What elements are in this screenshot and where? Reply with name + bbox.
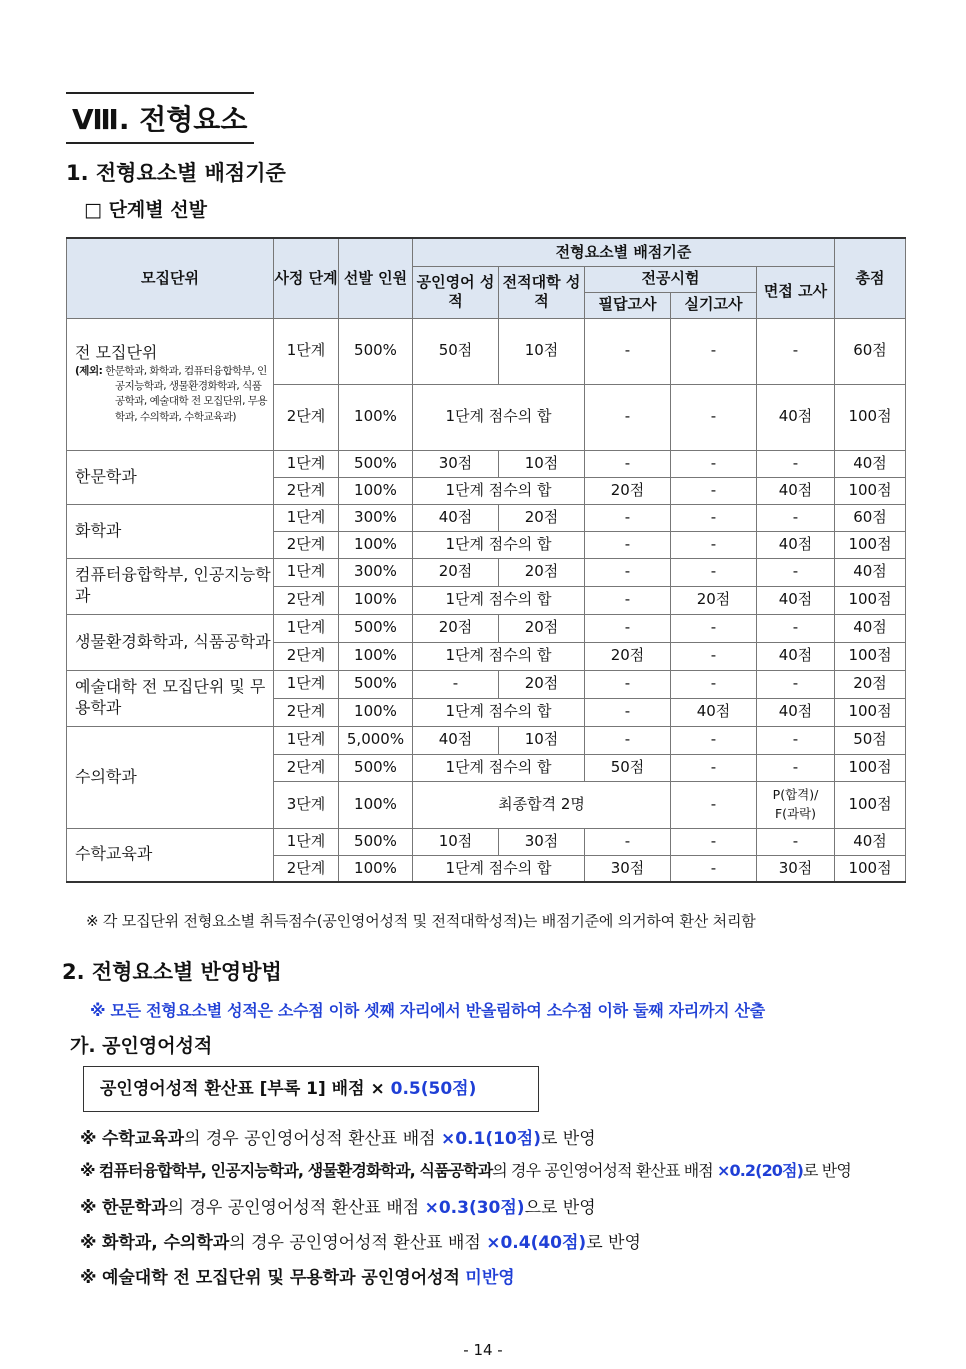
note-line: ※ 한문학과의 경우 공인영어성적 환산표 배점 ×0.3(30점)으로 반영 <box>80 1198 596 1218</box>
interview-cell: 40점 <box>757 531 835 558</box>
conversion-box-text: 공인영어성적 환산표 [부록 1] 배점 × <box>100 1079 385 1099</box>
interview-cell: - <box>757 558 835 586</box>
total-cell: 100점 <box>835 477 906 504</box>
header-unit: 모집단위 <box>67 238 274 318</box>
unit-name: 생물환경화학과, 식품공학과 <box>67 614 274 670</box>
header-quota: 선발 인원 <box>339 238 413 318</box>
total-cell: 20점 <box>835 670 906 698</box>
header-stage: 사정 단계 <box>274 238 339 318</box>
quota-cell: 500% <box>339 450 413 477</box>
stage-cell: 2단계 <box>274 477 339 504</box>
stage-cell: 1단계 <box>274 828 339 855</box>
interview-cell: - <box>757 450 835 477</box>
unit-name: 화학과 <box>67 504 274 558</box>
interview-cell: - <box>757 828 835 855</box>
subsection-ga: 가. 공인영어성적 <box>70 1035 213 1057</box>
merged-cell: 1단계 점수의 합 <box>413 586 585 614</box>
practical-cell: - <box>671 828 757 855</box>
total-cell: 100점 <box>835 754 906 781</box>
merged-cell: 최종합격 2명 <box>413 781 671 828</box>
merged-cell: 1단계 점수의 합 <box>413 754 585 781</box>
transfer-cell: 10점 <box>499 726 585 754</box>
quota-cell: 5,000% <box>339 726 413 754</box>
transfer-cell: 10점 <box>499 450 585 477</box>
transfer-cell: 30점 <box>499 828 585 855</box>
quota-cell: 500% <box>339 828 413 855</box>
merged-cell: 1단계 점수의 합 <box>413 642 585 670</box>
interview-cell: 40점 <box>757 384 835 450</box>
written-cell: - <box>585 450 671 477</box>
header-interview: 면접 고사 <box>757 266 835 318</box>
written-cell: - <box>585 614 671 642</box>
written-cell: - <box>585 698 671 726</box>
table-note: ※ 각 모집단위 전형요소별 취득점수(공인영어성적 및 전적대학성적)는 배점기준에 의거하여 환산 처리함 <box>86 912 756 930</box>
written-cell: - <box>585 384 671 450</box>
quota-cell: 100% <box>339 477 413 504</box>
written-cell: - <box>585 504 671 531</box>
interview-cell: 40점 <box>757 477 835 504</box>
unit-name: 예술대학 전 모집단위 및 무용학과 <box>67 670 274 726</box>
transfer-cell: 20점 <box>499 558 585 586</box>
score-criteria-table <box>66 237 906 883</box>
written-cell: - <box>585 558 671 586</box>
english-cell: 40점 <box>413 726 499 754</box>
total-cell: 100점 <box>835 781 906 828</box>
total-cell: 100점 <box>835 855 906 882</box>
total-cell: 100점 <box>835 384 906 450</box>
practical-cell: - <box>671 450 757 477</box>
written-cell: 20점 <box>585 642 671 670</box>
header-written: 필답고사 <box>585 292 671 318</box>
interview-cell: - <box>757 504 835 531</box>
total-cell: 100점 <box>835 586 906 614</box>
transfer-cell: 10점 <box>499 318 585 384</box>
practical-cell: 20점 <box>671 586 757 614</box>
stage-cell: 2단계 <box>274 754 339 781</box>
practical-cell: - <box>671 855 757 882</box>
stage-cell: 2단계 <box>274 586 339 614</box>
unit-all-name: 전 모집단위 <box>75 343 158 363</box>
written-cell: 20점 <box>585 477 671 504</box>
interview-cell: 40점 <box>757 698 835 726</box>
practical-cell: - <box>671 558 757 586</box>
written-cell: 30점 <box>585 855 671 882</box>
conversion-box <box>83 1066 539 1112</box>
total-cell: 50점 <box>835 726 906 754</box>
header-practical: 실기고사 <box>671 292 757 318</box>
practical-cell: - <box>671 670 757 698</box>
transfer-cell: 20점 <box>499 614 585 642</box>
quota-cell: 100% <box>339 531 413 558</box>
practical-cell: - <box>671 642 757 670</box>
note-line: ※ 화학과, 수의학과의 경우 공인영어성적 환산표 배점 ×0.4(40점)로 반영 <box>80 1233 641 1253</box>
unit-name: 한문학과 <box>67 450 274 504</box>
unit-name: 수의학과 <box>67 726 274 828</box>
written-cell: - <box>585 670 671 698</box>
practical-cell: - <box>671 726 757 754</box>
total-cell: 100점 <box>835 642 906 670</box>
section-1-title: 1. 전형요소별 배점기준 <box>66 161 286 185</box>
interview-cell: - <box>757 754 835 781</box>
quota-cell: 100% <box>339 698 413 726</box>
merged-cell: 1단계 점수의 합 <box>413 855 585 882</box>
stage-cell: 2단계 <box>274 384 339 450</box>
note-line: ※ 수학교육과의 경우 공인영어성적 환산표 배점 ×0.1(10점)로 반영 <box>80 1129 596 1149</box>
english-cell: 40점 <box>413 504 499 531</box>
page-number: - 14 - <box>463 1341 503 1359</box>
practical-cell: 40점 <box>671 698 757 726</box>
total-cell: 100점 <box>835 698 906 726</box>
quota-cell: 300% <box>339 558 413 586</box>
subsection-title: □ 단계별 선발 <box>84 199 207 221</box>
unit-name: 컴퓨터융합학부, 인공지능학과 <box>67 558 274 614</box>
practical-cell: - <box>671 781 757 828</box>
rounding-note: ※ 모든 전형요소별 성적은 소수점 이하 셋째 자리에서 반올림하여 소수점 이하 둘째 자리까지 산출 <box>90 1001 765 1020</box>
merged-cell: 1단계 점수의 합 <box>413 698 585 726</box>
transfer-cell: 20점 <box>499 504 585 531</box>
english-cell: 10점 <box>413 828 499 855</box>
quota-cell: 300% <box>339 504 413 531</box>
total-cell: 40점 <box>835 450 906 477</box>
header-english: 공인영어 성적 <box>413 266 499 318</box>
merged-cell: 1단계 점수의 합 <box>413 531 585 558</box>
header-criteria: 전형요소별 배점기준 <box>413 238 835 266</box>
stage-cell: 1단계 <box>274 614 339 642</box>
header-transfer: 전적대학 성적 <box>499 266 585 318</box>
unit-name: 수학교육과 <box>67 828 274 882</box>
practical-cell: - <box>671 531 757 558</box>
merged-cell: 1단계 점수의 합 <box>413 384 585 450</box>
interview-cell: P(합격)/ F(과락) <box>757 781 835 828</box>
stage-cell: 2단계 <box>274 855 339 882</box>
interview-cell: - <box>757 614 835 642</box>
total-cell: 60점 <box>835 318 906 384</box>
english-cell: 50점 <box>413 318 499 384</box>
section-2-title: 2. 전형요소별 반영방법 <box>62 960 282 984</box>
english-cell: 20점 <box>413 558 499 586</box>
stage-cell: 2단계 <box>274 531 339 558</box>
total-cell: 40점 <box>835 828 906 855</box>
quota-cell: 500% <box>339 754 413 781</box>
practical-cell: - <box>671 614 757 642</box>
interview-cell: - <box>757 318 835 384</box>
total-cell: 100점 <box>835 531 906 558</box>
header-total: 총점 <box>835 238 906 318</box>
written-cell: - <box>585 586 671 614</box>
total-cell: 40점 <box>835 614 906 642</box>
written-cell: 50점 <box>585 754 671 781</box>
quota-cell: 500% <box>339 614 413 642</box>
stage-cell: 1단계 <box>274 670 339 698</box>
written-cell: - <box>585 828 671 855</box>
english-cell: - <box>413 670 499 698</box>
english-cell: 20점 <box>413 614 499 642</box>
quota-cell: 500% <box>339 318 413 384</box>
stage-cell: 1단계 <box>274 318 339 384</box>
stage-cell: 2단계 <box>274 698 339 726</box>
conversion-box-value: 0.5(50점) <box>390 1079 477 1099</box>
quota-cell: 100% <box>339 855 413 882</box>
stage-cell: 1단계 <box>274 558 339 586</box>
interview-cell: 30점 <box>757 855 835 882</box>
stage-cell: 3단계 <box>274 781 339 828</box>
written-cell: - <box>585 318 671 384</box>
quota-cell: 100% <box>339 384 413 450</box>
stage-cell: 1단계 <box>274 450 339 477</box>
note-line: ※ 예술대학 전 모집단위 및 무용학과 공인영어성적 미반영 <box>80 1268 515 1288</box>
english-cell: 30점 <box>413 450 499 477</box>
transfer-cell: 20점 <box>499 670 585 698</box>
quota-cell: 100% <box>339 642 413 670</box>
practical-cell: - <box>671 477 757 504</box>
stage-cell: 1단계 <box>274 504 339 531</box>
merged-cell: 1단계 점수의 합 <box>413 477 585 504</box>
practical-cell: - <box>671 754 757 781</box>
written-cell: - <box>585 531 671 558</box>
practical-cell: - <box>671 384 757 450</box>
practical-cell: - <box>671 318 757 384</box>
interview-cell: - <box>757 670 835 698</box>
unit-all-exclusion: (제외: 한문학과, 화학과, 컴퓨터융합학부, 인공지능학과, 생물환경화학과, 식품공학과, 예술대학 전 모집단위, 무용학과, 수의학과, 수학교육과) <box>75 364 268 423</box>
quota-cell: 100% <box>339 586 413 614</box>
interview-cell: 40점 <box>757 586 835 614</box>
chapter-title: Ⅷ. 전형요소 <box>66 92 254 144</box>
header-major-exam: 전공시험 <box>585 266 757 292</box>
note-line: ※ 컴퓨터융합학부, 인공지능학과, 생물환경화학과, 식품공학과의 경우 공인영어성적 환산표 배점 ×0.2(20점)로 반영 <box>80 1161 851 1180</box>
quota-cell: 100% <box>339 781 413 828</box>
written-cell: - <box>585 726 671 754</box>
interview-cell: 40점 <box>757 642 835 670</box>
unit-all <box>67 318 274 450</box>
stage-cell: 1단계 <box>274 726 339 754</box>
interview-cell: - <box>757 726 835 754</box>
quota-cell: 500% <box>339 670 413 698</box>
practical-cell: - <box>671 504 757 531</box>
stage-cell: 2단계 <box>274 642 339 670</box>
total-cell: 60점 <box>835 504 906 531</box>
total-cell: 40점 <box>835 558 906 586</box>
